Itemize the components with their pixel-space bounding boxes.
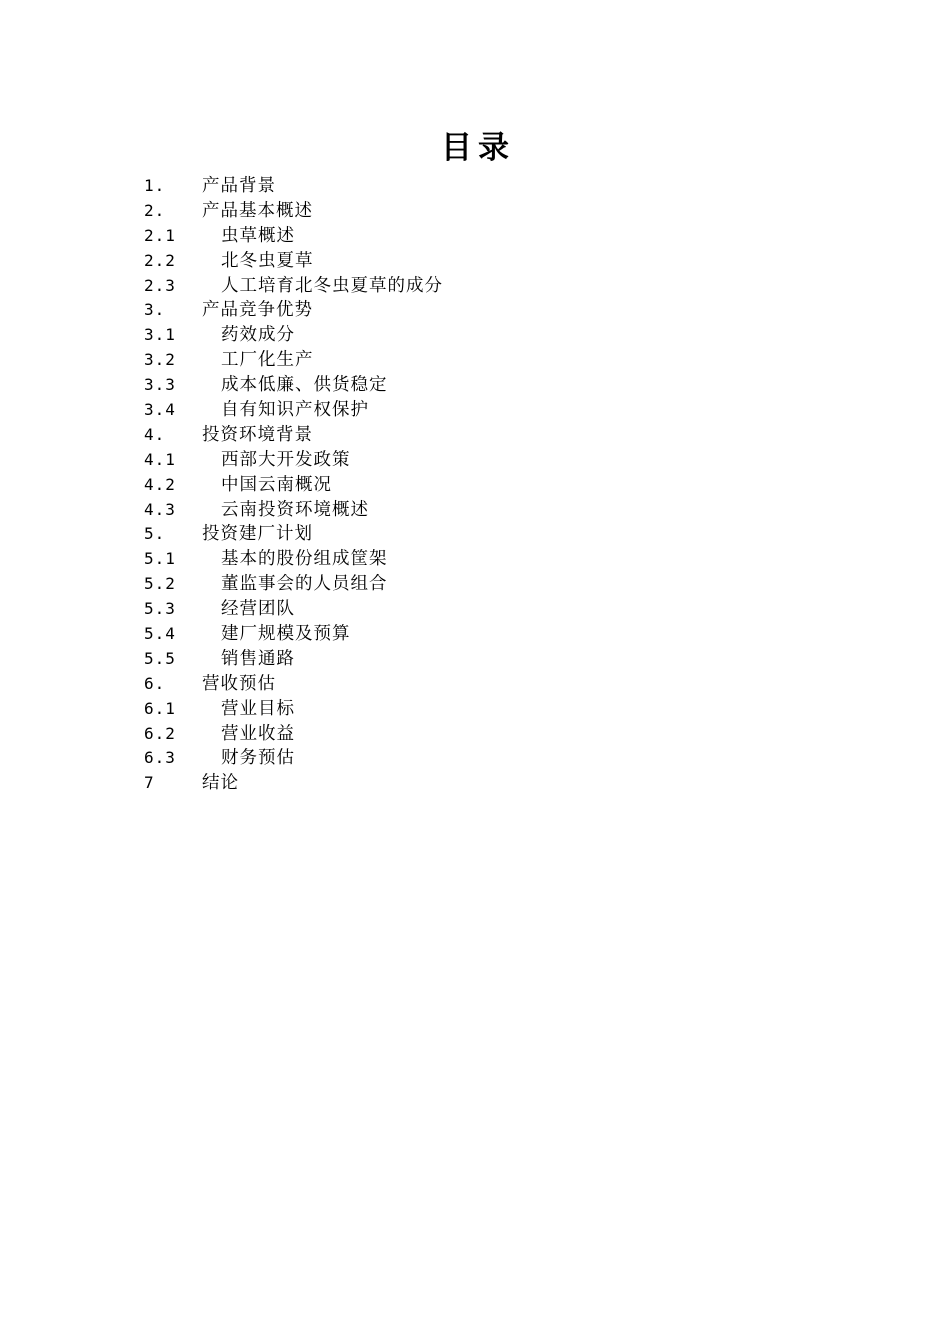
toc-entry-number: 2.	[144, 200, 166, 220]
toc-entry-number: 6.2	[144, 723, 176, 743]
toc-entry[interactable]	[144, 224, 844, 249]
toc-entry-title: 中国云南概况	[221, 474, 332, 495]
toc-entry[interactable]	[144, 348, 844, 373]
toc-entry[interactable]	[144, 398, 844, 423]
toc-entry-number: 6.3	[144, 748, 176, 768]
toc-entry[interactable]	[144, 746, 844, 771]
toc-entry[interactable]	[144, 323, 844, 348]
toc-entry-number: 3.1	[144, 325, 176, 345]
toc-entry[interactable]	[144, 423, 844, 448]
toc-entry[interactable]	[144, 174, 844, 199]
toc-entry-number: 6.	[144, 673, 166, 693]
toc-entry[interactable]	[144, 597, 844, 622]
toc-entry-title: 经营团队	[221, 599, 295, 620]
toc-entry-title: 成本低廉、供货稳定	[221, 375, 388, 396]
toc-entry[interactable]	[144, 274, 844, 299]
toc-entry-title: 产品基本概述	[202, 200, 313, 221]
toc-entry[interactable]	[144, 771, 844, 796]
toc-entry-title: 虫草概述	[221, 225, 295, 246]
toc-entry-number: 5.2	[144, 574, 176, 594]
toc-entry-number: 4.1	[144, 449, 176, 469]
toc-entry-number: 2.2	[144, 250, 176, 270]
toc-entry-number: 7	[144, 773, 155, 793]
toc-entry-title: 工厂化生产	[221, 350, 314, 371]
toc-entry-title: 北冬虫夏草	[221, 250, 314, 271]
toc-entry-number: 6.1	[144, 698, 176, 718]
toc-entry[interactable]	[144, 473, 844, 498]
toc-entry[interactable]	[144, 697, 844, 722]
toc-entry-number: 3.	[144, 300, 166, 320]
toc-entry[interactable]	[144, 547, 844, 572]
toc-entry-title: 基本的股份组成筐架	[221, 549, 388, 570]
toc-entry[interactable]	[144, 199, 844, 224]
toc-entry-number: 4.2	[144, 474, 176, 494]
toc-entry-number: 2.3	[144, 275, 176, 295]
toc-entry-title: 自有知识产权保护	[221, 400, 369, 421]
toc-entry-number: 5.5	[144, 648, 176, 668]
toc-entry-number: 1.	[144, 176, 166, 195]
toc-entry-number: 2.1	[144, 225, 176, 245]
toc-entry-title: 西部大开发政策	[221, 449, 351, 470]
toc-entry-title: 投资建厂计划	[202, 524, 313, 545]
toc-entry-number: 3.2	[144, 350, 176, 370]
toc-entry-title: 药效成分	[221, 325, 295, 346]
page-title: 目录	[441, 130, 515, 166]
toc-entry[interactable]	[144, 522, 844, 547]
toc-entry[interactable]	[144, 448, 844, 473]
toc-entry-title: 云南投资环境概述	[221, 499, 369, 520]
toc-entry-title: 建厂规模及预算	[221, 624, 351, 645]
toc-entry-number: 4.3	[144, 499, 176, 519]
toc-entry-title: 结论	[202, 773, 239, 794]
toc-entry-title: 投资环境背景	[202, 424, 313, 445]
toc-entry[interactable]	[144, 622, 844, 647]
toc-entry[interactable]	[144, 373, 844, 398]
toc-entry-title: 营收预估	[202, 673, 276, 694]
toc-entry-number: 5.3	[144, 599, 176, 619]
toc-entry-number: 5.1	[144, 549, 176, 569]
toc-entry-title: 财务预估	[221, 748, 295, 769]
toc-entry-title: 营业目标	[221, 698, 295, 719]
toc-entry-title: 营业收益	[221, 723, 295, 744]
table-of-contents	[144, 174, 844, 796]
toc-entry[interactable]	[144, 298, 844, 323]
toc-entry[interactable]	[144, 572, 844, 597]
toc-entry[interactable]	[144, 249, 844, 274]
toc-entry[interactable]	[144, 647, 844, 672]
toc-entry-title: 董监事会的人员组合	[221, 574, 388, 595]
toc-entry[interactable]	[144, 498, 844, 523]
toc-entry[interactable]	[144, 672, 844, 697]
toc-entry-number: 3.4	[144, 400, 176, 420]
toc-entry-number: 4.	[144, 424, 166, 444]
toc-entry-title: 销售通路	[221, 648, 295, 669]
toc-entry-number: 5.	[144, 524, 166, 544]
toc-entry-title: 产品竞争优势	[202, 300, 313, 321]
toc-entry-title: 产品背景	[202, 176, 276, 196]
toc-entry-number: 5.4	[144, 624, 176, 644]
toc-entry-number: 3.3	[144, 375, 176, 395]
toc-entry-title: 人工培育北冬虫夏草的成分	[221, 275, 443, 296]
toc-entry[interactable]	[144, 722, 844, 747]
